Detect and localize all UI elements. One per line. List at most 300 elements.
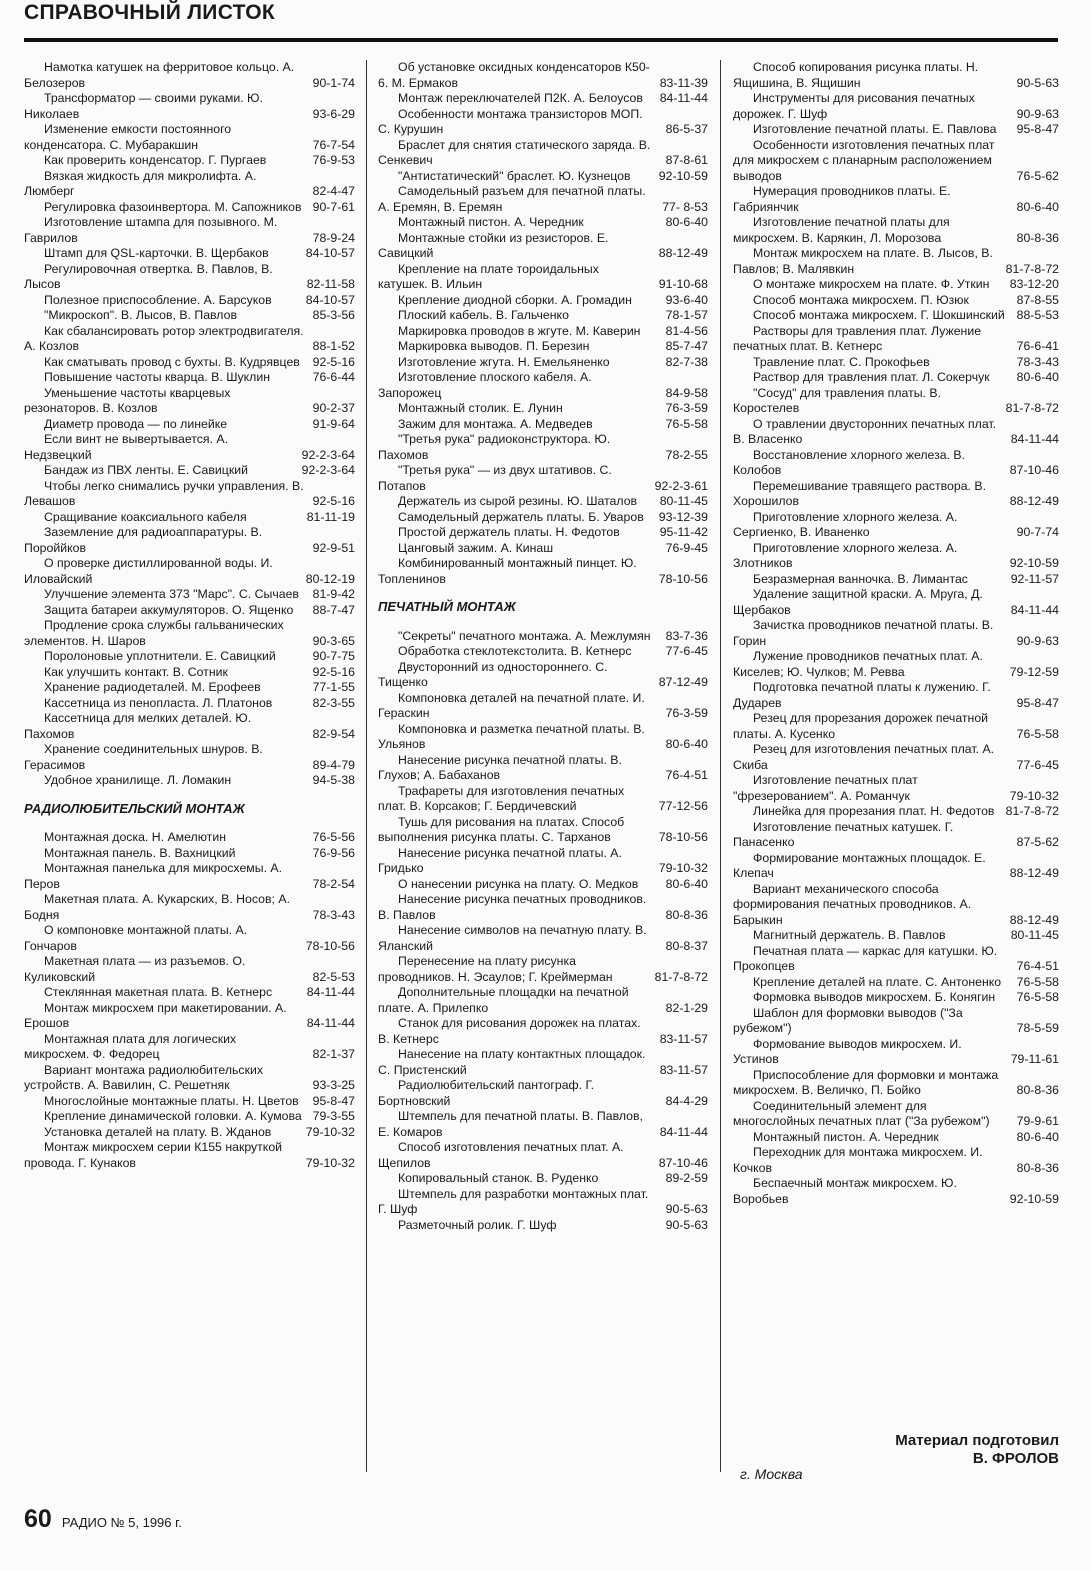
entry-reference: 87-8-55 [1016,292,1059,307]
entry-title: Вариант механического способа формирования печатных проводников. А. Барыкин [733,881,972,927]
entry-title: Монтажная панелька для микросхемы. А. Перов [24,861,283,891]
entry-reference: 78-3-43 [312,907,355,922]
index-entry [378,1218,708,1234]
entry-reference: 82-1-29 [665,1000,708,1015]
index-entry [733,1037,1059,1068]
entry-title: Безразмерная ванночка. В. Лимантас [753,571,968,586]
entry-title: Тушь для рисования на платах. Способ выполнения рисунка платы. С. Тарханов [378,814,625,844]
index-entry [24,122,355,153]
entry-reference: 80-8-37 [665,938,708,953]
index-entry [378,60,708,91]
index-entry [378,644,708,660]
entry-title: Изготовление печатных плат "фрезерованием". А. Романчук [733,773,918,803]
entry-title: Штемпель для печатной платы. В. Павлов, Е. Комаров [378,1109,643,1139]
entry-reference: 92-5-16 [312,494,355,508]
entry-title: Удаление защитной краски. А. Мруга, Д. Щербаков [733,587,983,617]
index-entry [733,1145,1059,1176]
entry-title: Удобное хранилище. Л. Ломакин [44,773,232,787]
entry-title: Полезное приспособление. А. Барсуков [44,292,272,307]
entry-title: Способ монтажа микросхем. П. Юзюк [753,292,969,307]
entry-reference: 81-4-56 [665,323,708,338]
entry-title: Монтаж микросхем при макетировании. А. Ерошов [24,1000,287,1030]
entry-title: Подготовка печатной платы к лужению. Г. Дударев [733,680,991,710]
entry-title: Перенесение на плату рисунка проводников. Н. Эсаулов; Г. Креймерман [378,954,613,984]
index-entry [733,587,1059,618]
entry-title: Браслет для снятия статического заряда. В. Сенкевич [378,137,651,167]
index-entry [24,479,355,510]
entry-title: "Третья рука" — из двух штативов. С. Потапов [378,463,612,493]
index-entry [24,1001,355,1032]
index-entry [24,169,355,200]
index-entry [24,680,355,696]
index-entry [378,660,708,691]
index-entry [733,1006,1059,1037]
entry-reference: 95-8-47 [1016,122,1059,136]
entry-title: Восстановление хлорного железа. В. Колобов [733,447,966,477]
entry-reference: 79-11-61 [1010,1052,1059,1066]
entry-reference: 84-9-58 [665,385,708,400]
entry-title: Установка деталей на плату. В. Жданов [44,1124,272,1139]
entry-reference: 91-9-64 [312,416,355,431]
entry-reference: 88-5-53 [1016,308,1059,322]
entry-reference: 76-9-45 [665,540,708,555]
index-entry [378,355,708,371]
page-footer [24,1505,182,1534]
index-entry [733,820,1059,851]
entry-title: О нанесении рисунка на плату. О. Медков [398,876,639,891]
entry-reference: 91-10-68 [658,277,708,291]
entry-title: Разметочный ролик. Г. Шуф [398,1217,557,1232]
entry-title: Формовка выводов микросхем. Б. Конягин [753,990,996,1004]
entry-title: Нанесение на плату контактных площадок. С. Пристенский [378,1047,646,1077]
entry-reference: 87-8-61 [665,153,708,167]
entry-title: Бандаж из ПВХ ленты. Е. Савицкий [44,463,248,477]
entry-reference: 83-11-57 [659,1031,708,1046]
entry-reference: 77- 8-53 [662,199,708,214]
index-entry [378,401,708,417]
index-entry [24,355,355,371]
entry-title: Крепление на плате тороидальных катушек. В. Ильин [378,261,599,291]
index-entry [24,215,355,246]
entry-title: Монтажные стойки из резисторов. Е. Савицкий [378,230,609,260]
entry-reference: 79-10-32 [305,1155,355,1170]
entry-title: Держатель из сырой резины. Ю. Шаталов [398,494,638,508]
entry-reference: 87-10-46 [658,1155,708,1170]
entry-title: Регулировочная отвертка. В. Павлов, В. Лысов [24,261,273,291]
entry-title: Как сматывать провод с бухты. В. Кудрявцев [44,354,300,369]
column-divider [720,60,721,1472]
entry-reference: 78-10-56 [658,571,708,586]
entry-reference: 84-11-44 [1010,602,1059,617]
entry-title: Как улучшить контакт. В. Сотник [44,664,228,679]
entry-title: Многослойные монтажные платы. Н. Цветов [44,1093,299,1108]
entry-reference: 95-8-47 [1016,695,1059,710]
index-entry [24,923,355,954]
entry-title: Шаблон для формовки выводов ("За рубежом") [733,1005,963,1035]
index-entry [378,184,708,215]
entry-title: Об установке оксидных конденсаторов К50-6. М. Ермаков [378,60,650,90]
entry-title: Штамп для QSL-карточки. В. Щербаков [44,246,269,260]
column-divider [366,60,367,1472]
entry-title: Монтажный пистон. А. Чередник [753,1129,939,1144]
index-entry [378,215,708,231]
entry-title: Изготовление печатной платы для микросхем. В. Карякин, Л. Морозова [733,215,950,245]
entry-title: Изготовление печатных катушек. Г. Панасенко [733,819,954,849]
entry-reference: 90-7-61 [312,199,355,214]
entry-reference: 92-11-57 [1010,571,1059,586]
entry-title: Монтажный пистон. А. Чередник [398,215,584,229]
entry-title: Приготовление хлорного железа. А. Злотников [733,540,958,570]
entry-title: Формирование монтажных площадок. Е. Клепач [733,850,986,880]
section-heading: РАДИОЛЮБИТЕЛЬСКИЙ МОНТАЖ [24,800,245,816]
index-entry [24,603,355,619]
index-entry [733,851,1059,882]
entry-title: "Сосуд" для травления платы. В. Коростелев [733,385,941,415]
entry-title: Монтаж микросхем на плате. В. Лысов, В. Павлов; В. Малявкин [733,246,993,276]
index-entry [24,556,355,587]
index-entry [733,541,1059,572]
entry-title: Соединительный элемент для многослойных печатных плат ("За рубежом") [733,1098,990,1128]
index-entry [24,1125,355,1141]
entry-title: О проверке дистиллированной воды. И. Иловайский [24,556,273,586]
entry-reference: 76-5-58 [1016,726,1059,741]
column-3 [733,60,1059,1207]
entry-title: Линейка для прорезания плат. Н. Федотов [753,804,995,818]
index-entry [733,572,1059,588]
index-entry [24,463,355,479]
entry-title: Поролоновые уплотнители. Е. Савицкий [44,649,276,663]
entry-title: Зачистка проводников печатной платы. В. Горин [733,618,994,648]
index-entry [733,618,1059,649]
entry-reference: 77-6-45 [1016,757,1059,772]
entry-title: Монтаж микросхем серии К155 накруткой провода. Г. Кунаков [24,1140,283,1170]
entry-reference: 78-10-56 [305,938,355,953]
entry-reference: 80-6-40 [1016,1129,1059,1144]
entry-reference: 76-9-53 [312,153,355,167]
index-entry [378,339,708,355]
entry-title: Компоновка деталей на печатной плате. И. Гераскин [378,690,645,720]
entry-reference: 80-6-40 [665,737,708,751]
entry-reference: 95-8-47 [312,1093,355,1108]
entry-title: Нанесение рисунка печатной платы. А. Гридько [378,845,622,875]
index-entry [24,1094,355,1110]
entry-title: Макетная плата — из разъемов. О. Куликовский [24,954,246,984]
entry-reference: 88-12-49 [1009,912,1059,927]
section-heading: ПЕЧАТНЫЙ МОНТАЖ [378,599,516,614]
index-entry [733,215,1059,246]
index-entry [733,773,1059,804]
index-entry [24,954,355,985]
entry-reference: 92-2-3-61 [654,478,708,493]
index-entry [733,246,1059,277]
entry-reference: 78-2-54 [312,876,355,891]
index-entry [378,308,708,324]
entry-title: Приготовление хлорного железа. А. Сергиенко, В. Иваненко [733,509,958,539]
index-entry [733,711,1059,742]
entry-title: Особенности изготовления печатных плат для микросхем с планарным расположением выводов [733,137,995,183]
index-entry [378,923,708,954]
index-entry [733,417,1059,448]
entry-reference: 78-9-24 [312,230,355,245]
entry-title: Диаметр провода — по линейке [44,416,228,431]
entry-reference: 78-3-43 [1016,354,1059,369]
entry-reference: 76-6-41 [1016,339,1059,353]
entry-title: Переходник для монтажа микросхем. И. Кочков [733,1145,983,1175]
credit-city: г. Москва [740,1466,803,1482]
index-entry [24,1109,355,1125]
entry-reference: 86-5-37 [665,122,708,136]
entry-title: Вариант монтажа радиолюбительских устройств. А. Вавилин, С. Решетняк [24,1062,263,1092]
entry-reference: 90-9-63 [1016,633,1059,648]
entry-title: Инструменты для рисования печатных дорожек. Г. Шуф [733,91,975,121]
index-entry [378,541,708,557]
entry-title: Зажим для монтажа. А. Медведев [398,416,593,431]
entry-title: Способ изготовления печатных плат. А. Щепилов [378,1140,624,1170]
index-entry [733,944,1059,975]
index-entry [24,665,355,681]
entry-reference: 85-7-47 [665,339,708,353]
entry-title: Изготовление жгута. Н. Емельяненко [398,354,610,369]
index-entry [733,680,1059,711]
entry-reference: 81-9-42 [312,587,355,601]
entry-title: Нумерация проводников платы. Е. Габриянчик [733,184,951,214]
entry-reference: 90-9-63 [1016,106,1059,121]
index-entry [733,1099,1059,1130]
index-entry [378,691,708,722]
entry-reference: 81-7-8-72 [1005,804,1059,818]
entry-title: Травление плат. С. Прокофьев [753,354,930,369]
entry-reference: 82-1-37 [312,1047,355,1061]
entry-title: Монтаж переключателей П2К. А. Белоусов [398,91,643,105]
index-entry [378,1078,708,1109]
rubric-title: СПРАВОЧНЫЙ ЛИСТОК [24,1,275,24]
index-entry [378,525,708,541]
index-entry [378,556,708,587]
entry-title: Трансформатор — своими руками. Ю. Николаев [24,91,263,121]
entry-reference: 82-11-58 [306,277,355,291]
index-entry [378,815,708,846]
entry-reference: 85-3-56 [312,308,355,322]
entry-title: Сращивание коаксиального кабеля [44,509,247,524]
entry-reference: 80-12-19 [305,571,355,586]
index-entry [733,91,1059,122]
entry-reference: 81-11-19 [306,509,355,524]
index-entry [24,1032,355,1063]
index-entry [733,355,1059,371]
index-entry [378,370,708,401]
entry-reference: 80-6-40 [1016,370,1059,384]
index-entry [24,1140,355,1171]
entry-reference: 87-5-62 [1016,835,1059,849]
entry-reference: 76-5-62 [1016,168,1059,183]
entry-reference: 79-10-32 [305,1124,355,1139]
entry-reference: 76-6-44 [312,370,355,384]
index-entry [733,510,1059,541]
entry-title: Кассетница из пенопласта. Л. Платонов [44,695,273,710]
entry-title: Двусторонний из одностороннего. С. Тищенко [378,659,608,689]
index-entry [24,696,355,712]
entry-title: Нанесение рисунка печатных проводников. В. Павлов [378,892,647,922]
entry-title: Вязкая жидкость для микролифта. А. Люмберг [24,168,257,198]
entry-reference: 90-5-63 [665,1217,708,1232]
index-entry [378,231,708,262]
entry-reference: 89-2-59 [665,1171,708,1185]
entry-title: Маркировка проводов в жгуте. М. Каверин [398,323,641,338]
entry-title: Крепление деталей на плате. С. Антоненко [753,974,1002,989]
entry-reference: 93-3-25 [312,1078,355,1092]
index-entry [378,1171,708,1187]
index-entry [24,773,355,789]
entry-title: Монтажная доска. Н. Амелютин [44,830,226,844]
entry-title: Простой держатель платы. Н. Федотов [398,525,620,539]
index-entry [24,293,355,309]
entry-reference: 81-7-8-72 [1005,401,1059,415]
index-entry [24,386,355,417]
entry-title: Способ копирования рисунка платы. Н. Ящишина, В. Ящишин [733,60,979,90]
index-entry [378,985,708,1016]
credit-label: Материал подготовил [895,1432,1059,1449]
entry-reference: 90-7-75 [312,649,355,663]
index-entry [378,494,708,510]
entry-title: Самодельный держатель платы. Б. Уваров [398,509,644,524]
entry-title: Обработка стеклотекстолита. В. Кетнерс [398,644,632,658]
index-entry [24,417,355,433]
entry-title: Чтобы легко снимались ручки управления. В. Левашов [24,478,304,508]
index-entry [24,246,355,262]
entry-reference: 83-11-39 [659,75,708,90]
index-entry [24,91,355,122]
index-entry [733,370,1059,386]
index-entry [378,877,708,893]
entry-reference: 90-7-74 [1016,525,1059,539]
entry-title: Беспаечный монтаж микросхем. Ю. Воробьев [733,1176,957,1206]
entry-title: Стеклянная макетная плата. В. Кетнерс [44,985,273,999]
entry-reference: 81-7-8-72 [654,969,708,984]
entry-title: Хранение радиодеталей. М. Ерофеев [44,680,261,694]
index-entry [733,975,1059,991]
entry-title: Монтажная плата для логических микросхем. Ф. Федорец [24,1031,237,1061]
entry-title: Если винт не вывертывается. А. Недзвецкий [24,432,229,462]
entry-reference: 82-5-53 [312,969,355,984]
entry-title: Формование выводов микросхем. И. Устинов [733,1036,962,1066]
entry-reference: 90-1-74 [312,75,355,90]
entry-title: Комбинированный монтажный пинцет. Ю. Топленинов [378,556,637,586]
entry-reference: 76-9-56 [312,845,355,860]
entry-reference: 93-12-39 [658,509,708,524]
index-entry [378,1140,708,1171]
entry-reference: 84-11-44 [659,91,708,105]
index-entry [378,262,708,293]
entry-title: Повышение частоты кварца. В. Шуклин [44,370,270,384]
entry-reference: 88-1-52 [312,339,355,353]
index-entry [24,432,355,463]
index-entry [24,308,355,324]
index-entry [733,928,1059,944]
index-entry [733,742,1059,773]
entry-reference: 78-2-55 [665,447,708,462]
entry-reference: 81-7-8-72 [1005,261,1059,276]
entry-title: Регулировка фазоинвертора. М. Сапожников [44,199,302,214]
entry-title: Самодельный разъем для печатной платы. А. Еремян, В. Еремян [378,184,646,214]
entry-reference: 88-12-49 [1009,494,1059,508]
entry-title: Дополнительные площадки на печатной плате. А. Прилепко [378,985,629,1015]
entry-reference: 84-11-44 [659,1124,708,1139]
index-entry [24,861,355,892]
index-entry [378,892,708,923]
entry-title: Штемпель для разработки монтажных плат. Г. Шуф [378,1186,649,1216]
entry-reference: 89-4-79 [312,757,355,772]
index-entry [733,138,1059,185]
entry-reference: 80-6-40 [1016,199,1059,214]
index-entry [24,846,355,862]
entry-reference: 76-5-58 [665,416,708,431]
entry-reference: 90-5-63 [1016,75,1059,90]
index-entry [733,882,1059,929]
index-entry [378,1047,708,1078]
entry-title: О монтаже микросхем на плате. Ф. Уткин [753,277,990,291]
index-entry [24,985,355,1001]
index-entry [24,525,355,556]
entry-reference: 77-6-45 [665,644,708,658]
entry-reference: 95-11-42 [659,525,708,539]
credit-author: В. ФРОЛОВ [972,1450,1059,1467]
entry-reference: 80-6-40 [665,215,708,229]
index-entry [378,722,708,753]
index-entry [24,618,355,649]
entry-reference: 80-8-36 [1016,230,1059,245]
column-1 [24,60,355,1171]
entry-title: "Секреты" печатного монтажа. А. Межлумян [398,628,651,643]
entry-title: Копировальный станок. В. Руденко [398,1171,599,1185]
entry-reference: 77-1-55 [312,680,355,694]
entry-title: Резец для прорезания дорожек печатной платы. А. Кусенко [733,711,989,741]
index-entry [24,153,355,169]
entry-reference: 76-5-58 [1016,990,1059,1004]
index-entry [24,587,355,603]
entry-title: Способ монтажа микросхем. Г. Шокшинский [753,308,1005,322]
entry-reference: 93-6-40 [665,292,708,307]
entry-reference: 76-5-58 [1016,974,1059,989]
column-2 [378,60,708,1233]
entry-title: Макетная плата. А. Кукарских, В. Носов; А. Бодня [24,892,290,922]
index-entry [378,1109,708,1140]
entry-title: Продление срока службы гальванических элементов. Н. Шаров [24,618,284,648]
index-entry [24,60,355,91]
index-entry [378,784,708,815]
entry-title: Цанговый зажим. А. Кинаш [398,540,554,555]
index-entry [24,262,355,293]
entry-title: Маркировка выводов. П. Березин [398,339,590,353]
index-entry [733,1068,1059,1099]
entry-reference: 92-10-59 [1009,1191,1059,1206]
index-entry [24,742,355,773]
entry-title: Радиолюбительский пантограф. Г. Бортновский [378,1078,595,1108]
entry-reference: 87-12-49 [658,675,708,689]
index-entry [24,200,355,216]
index-entry [378,417,708,433]
index-entry [24,830,355,846]
entry-title: Особенности монтажа транзисторов МОП. С. Курушин [378,106,643,136]
entry-reference: 83-12-20 [1009,277,1059,291]
entry-title: Изменение емкости постоянного конденсатора. С. Мубаракшин [24,122,232,152]
index-entry [24,324,355,355]
entry-reference: 88-12-49 [1009,866,1059,880]
index-entry [378,324,708,340]
entry-title: Как проверить конденсатор. Г. Пургаев [44,153,267,167]
entry-reference: 84-10-57 [305,292,355,307]
entry-title: Станок для рисования дорожек на платах. В. Кетнерс [378,1016,641,1046]
entry-reference: 78-10-56 [658,830,708,844]
